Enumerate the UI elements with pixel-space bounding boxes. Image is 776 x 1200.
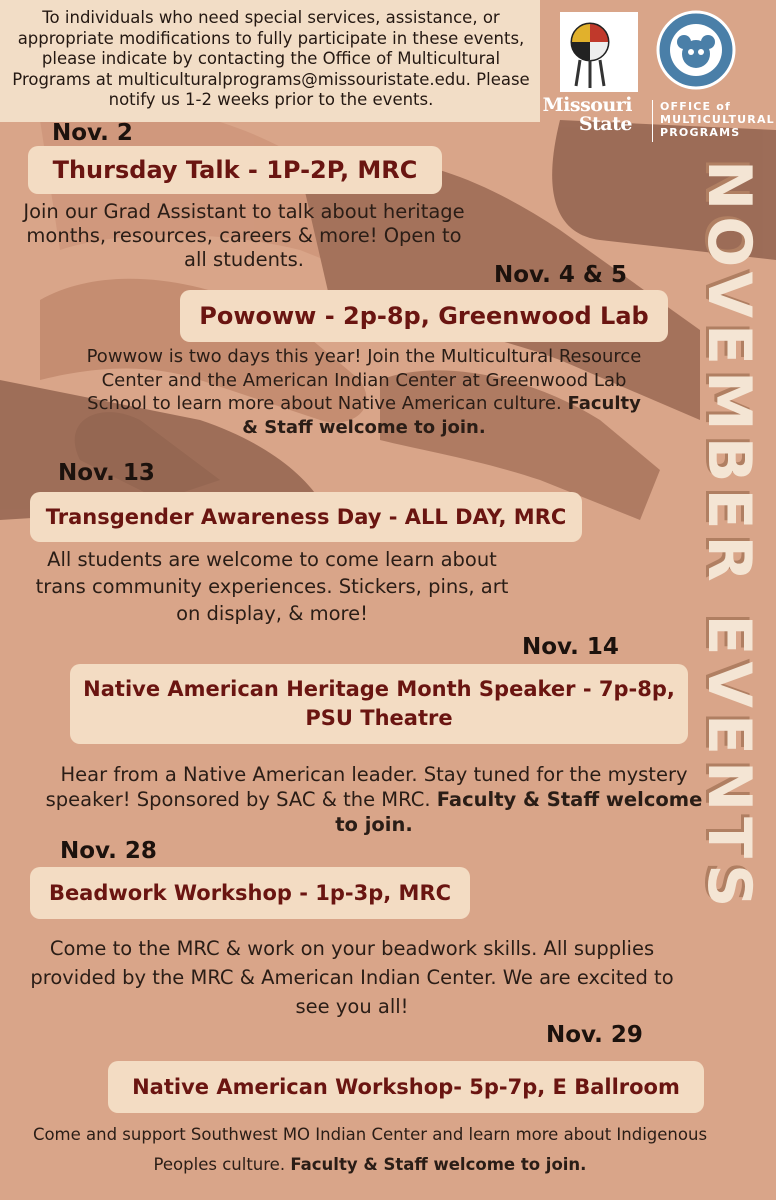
event-description-emphasis: Faculty & Staff welcome to join. [335, 788, 703, 836]
event-title: Transgender Awareness Day - ALL DAY, MRC [45, 505, 567, 529]
event-title: Native American Workshop- 5p-7p, E Ballroom [132, 1075, 680, 1099]
event-date: Nov. 2 [52, 120, 133, 146]
event-date: Nov. 14 [522, 634, 619, 660]
event-date: Nov. 28 [60, 838, 157, 864]
event-description-text: Powwow is two days this year! Join the Multicultural Resource Center and the American Indian Center at Greenwood Lab School to learn more about Native American culture. [86, 346, 642, 414]
vertical-title-text: NOVEMBER EVENTS [694, 160, 764, 914]
event-title-line2: PSU Theatre [305, 706, 453, 730]
event-title: Beadwork Workshop - 1p-3p, MRC [48, 881, 452, 905]
event-description [18, 200, 470, 272]
office-line3: PROGRAMS [660, 126, 741, 139]
event-date: Nov. 13 [58, 460, 155, 486]
event-title-pill [28, 146, 442, 194]
event-title-pill [70, 664, 688, 744]
accessibility-notice-text: To individuals who need special services, assistance, or appropriate modifications to fully participate in these events, please indicate by contacting the Office of Multicultural Programs at multiculturalprograms@missouristate.edu. Please notify us 1-2 weeks prior to the events. [12, 8, 530, 109]
missouri-state-line2: State [578, 113, 632, 135]
event-title: Native American Heritage Month Speaker - 7p-8p, [83, 677, 675, 701]
event-description-emphasis: Faculty & Staff welcome to join. [242, 393, 641, 438]
accessibility-notice [0, 0, 540, 122]
event-description-emphasis: Faculty & Staff welcome to join. [290, 1155, 587, 1174]
office-line2: MULTICULTURAL [660, 113, 775, 126]
office-line1: OFFICE of [660, 100, 732, 113]
event-description [24, 546, 520, 627]
event-description [40, 762, 708, 837]
november-events-vertical-title [694, 160, 764, 1060]
event-description-text: All students are welcome to come learn about trans community experiences. Stickers, pins, art on display, & more! [35, 548, 509, 625]
event-description [12, 934, 692, 1021]
office-multicultural-programs-wordmark [660, 100, 775, 139]
event-title: Powoww - 2p-8p, Greenwood Lab [199, 302, 649, 330]
event-title-pill [30, 492, 582, 542]
event-title-pill [30, 867, 470, 919]
missouri-state-line1: Missouri [542, 94, 632, 116]
american-indian-center-logo-icon [560, 12, 638, 92]
event-title-pill [180, 290, 668, 342]
event-description-text: Join our Grad Assistant to talk about heritage months, resources, careers & more! Open to all students. [23, 200, 465, 271]
event-date: Nov. 4 & 5 [494, 262, 627, 288]
event-description-text: Hear from a Native American leader. Stay tuned for the mystery speaker! Sponsored by SAC & the MRC. [45, 763, 688, 811]
brand-divider [652, 100, 653, 142]
event-date: Nov. 29 [546, 1022, 643, 1048]
missouri-state-wordmark [540, 96, 632, 134]
event-description-text: Come and support Southwest MO Indian Center and learn more about Indigenous Peoples culture. [32, 1125, 708, 1174]
event-title-pill [108, 1061, 704, 1113]
event-description-text: Come to the MRC & work on your beadwork skills. All supplies provided by the MRC & American Indian Center. We are excited to see you all! [30, 937, 674, 1018]
event-title: Thursday Talk - 1P-2P, MRC [52, 156, 418, 184]
student-activities-council-logo-icon [656, 10, 736, 90]
event-description [20, 1120, 720, 1180]
event-description [84, 345, 644, 439]
